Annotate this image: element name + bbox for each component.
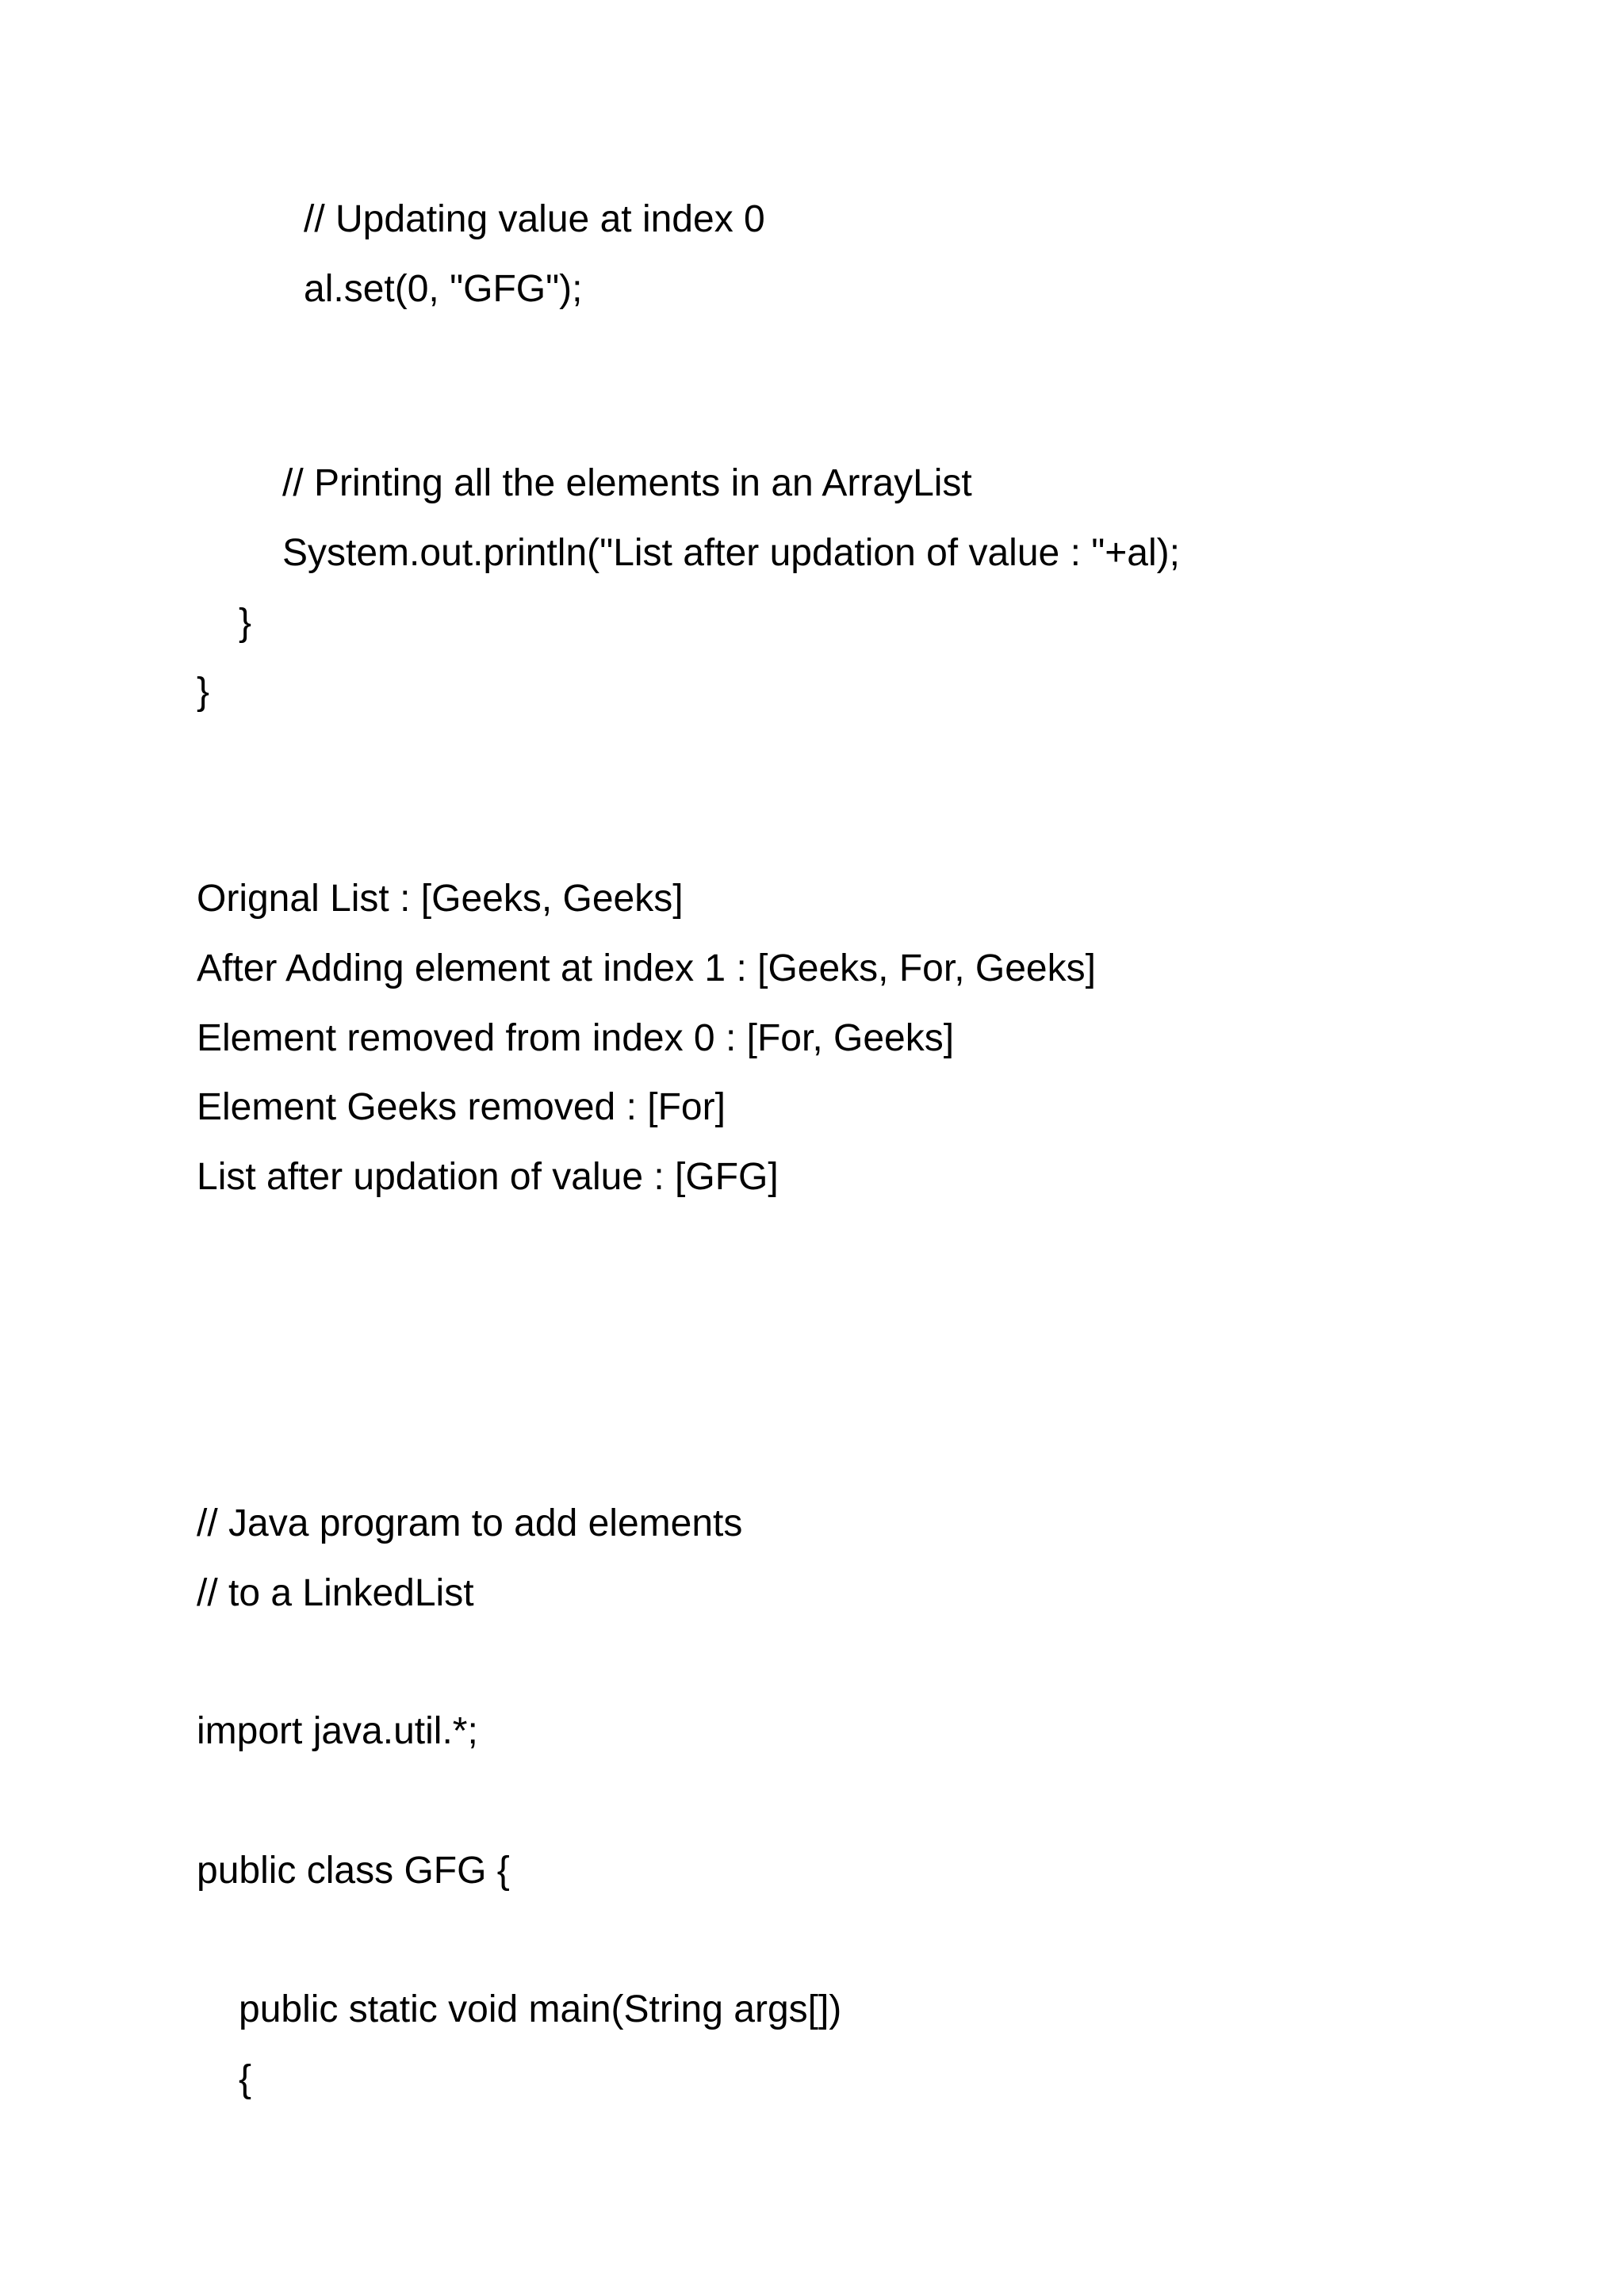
output-line: List after updation of value : [GFG]: [197, 1156, 779, 1198]
code-opening-brace: {: [239, 2058, 252, 2100]
output-line: Element removed from index 0 : [For, Geeks]: [197, 1017, 955, 1059]
code-line: System.out.println("List after updation of value : "+al);: [282, 532, 1180, 574]
code-comment-line: // Java program to add elements: [197, 1502, 743, 1544]
code-closing-brace: }: [197, 671, 210, 713]
code-comment-line: // to a LinkedList: [197, 1572, 474, 1614]
code-import-line: import java.util.*;: [197, 1710, 478, 1752]
code-method-declaration: public static void main(String args[]): [239, 1988, 842, 2030]
code-closing-brace: }: [239, 602, 252, 644]
output-line: Element Geeks removed : [For]: [197, 1086, 726, 1128]
code-comment-line: // Updating value at index 0: [304, 198, 765, 240]
code-comment-line: // Printing all the elements in an ArrayList: [282, 462, 972, 504]
output-line: Orignal List : [Geeks, Geeks]: [197, 878, 684, 920]
code-line: al.set(0, "GFG");: [304, 268, 583, 310]
output-line: After Adding element at index 1 : [Geeks, For, Geeks]: [197, 947, 1096, 989]
code-class-declaration: public class GFG {: [197, 1850, 510, 1892]
